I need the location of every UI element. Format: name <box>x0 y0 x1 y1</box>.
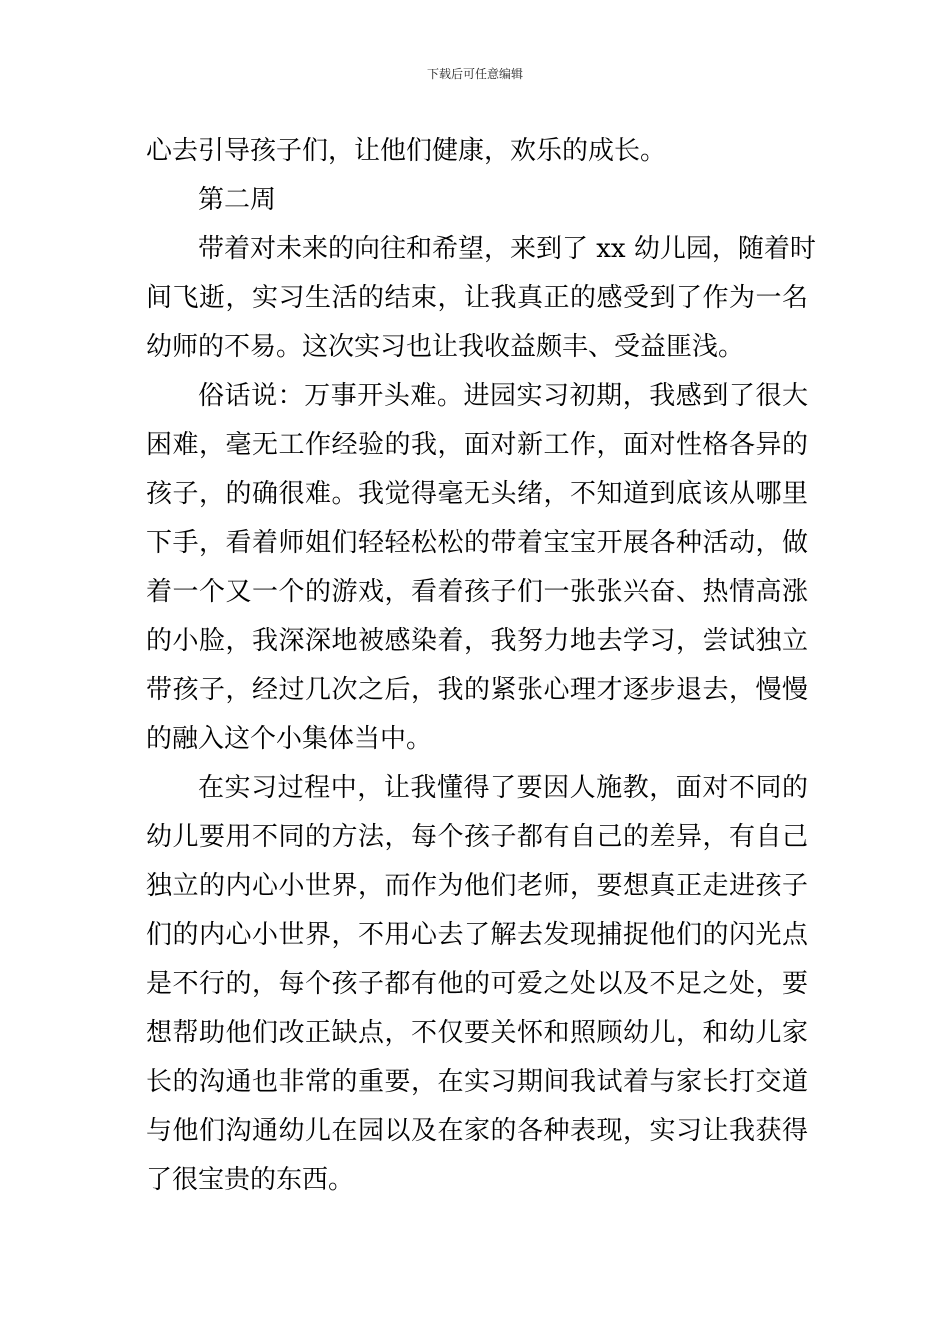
section-heading: 第二周 <box>198 185 277 215</box>
text-line: 在实习过程中，让我懂得了要因人施教，面对不同的 <box>198 773 808 803</box>
text-line: 与他们沟通幼儿在园以及在家的各种表现，实习让我获得 <box>146 1116 808 1146</box>
text-line: 的小脸，我深深地被感染着，我努力地去学习，尝试独立 <box>146 626 808 656</box>
text-line: 间飞逝，实习生活的结束，让我真正的感受到了作为一名 <box>146 283 808 313</box>
text-line: 着一个又一个的游戏，看着孩子们一张张兴奋、热情高涨 <box>146 577 808 607</box>
text-line: 长的沟通也非常的重要，在实习期间我试着与家长打交道 <box>146 1067 808 1097</box>
body-text <box>146 127 816 1205</box>
text-line: 带着对未来的向往和希望，来到了 xx 幼儿园，随着时 <box>198 234 816 264</box>
text-line: 的融入这个小集体当中。 <box>146 724 433 754</box>
text-line: 下手，看着师姐们轻轻松松的带着宝宝开展各种活动，做 <box>146 528 808 558</box>
text-line: 了很宝贵的东西。 <box>146 1165 355 1195</box>
text-line: 幼师的不易。这次实习也让我收益颇丰、受益匪浅。 <box>146 332 745 362</box>
page-header: 下载后可任意编辑 <box>426 67 523 81</box>
text-line: 们的内心小世界，不用心去了解去发现捕捉他们的闪光点 <box>146 920 808 950</box>
text-line: 困难，毫无工作经验的我，面对新工作，面对性格各异的 <box>146 430 808 460</box>
text-line: 幼儿要用不同的方法，每个孩子都有自己的差异，有自己 <box>146 822 808 852</box>
text-line: 心去引导孩子们，让他们健康，欢乐的成长。 <box>146 136 667 166</box>
text-line: 俗话说：万事开头难。进园实习初期，我感到了很大 <box>198 381 808 411</box>
text-line: 想帮助他们改正缺点，不仅要关怀和照顾幼儿，和幼儿家 <box>146 1018 808 1048</box>
text-line: 独立的内心小世界，而作为他们老师，要想真正走进孩子 <box>146 871 808 901</box>
text-line: 孩子，的确很难。我觉得毫无头绪，不知道到底该从哪里 <box>146 479 808 509</box>
text-line: 是不行的，每个孩子都有他的可爱之处以及不足之处，要 <box>146 969 808 999</box>
text-line: 带孩子，经过几次之后，我的紧张心理才逐步退去，慢慢 <box>146 675 808 705</box>
